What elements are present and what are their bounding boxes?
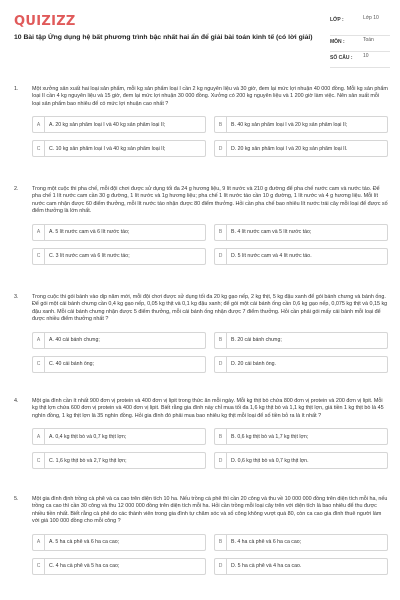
option-text: D. 0,6 kg thịt bò và 0,7 kg thịt lợn. <box>231 457 309 464</box>
meta-row-subject <box>330 36 390 52</box>
question-3 <box>14 294 388 398</box>
option-text: D. 20 kg sản phẩm loại I và 20 kg sản phẩm loại II. <box>231 145 348 152</box>
option-text: C. 10 kg sản phẩm loại I và 40 kg sản phẩm loại II; <box>49 145 166 152</box>
question-number: 3. <box>14 294 19 300</box>
answer-option-b[interactable] <box>214 224 388 241</box>
question-text: Trong một cuộc thi pha chế, mỗi đội chơi được sử dụng tối đa 24 g hương liệu, 9 lít nước và 210 g đường để pha chế nước cam và nước táo. Để pha chế 1 lít nước cam cần 30 g đường, 1 lít nước và 1g hương liệu; pha chế 1 lít nước táo cần 10 g đường, 1 lít nước và 4 g hương liệu. Mỗi lít nước cam nhận được 60 điểm thưởng, mỗi lít nước táo nhận được 80 điểm thưởng. Hỏi cần pha chế bao nhiêu lít nước trái cây mỗi loại để được số điểm thưởng là lớn nhất. <box>32 186 388 215</box>
answer-options <box>32 428 388 469</box>
question-number: 4. <box>14 398 19 404</box>
meta-value: Toán <box>363 37 374 43</box>
option-text: B. 4 ha cà phê và 6 ha ca cao; <box>231 539 302 546</box>
option-letter: D <box>215 249 227 264</box>
option-text: A. 0,4 kg thịt bò và 0,7 kg thịt lợn; <box>49 433 127 440</box>
answer-option-a[interactable] <box>32 332 206 349</box>
answer-option-a[interactable] <box>32 428 206 445</box>
option-letter: B <box>215 117 227 132</box>
option-letter: C <box>33 357 45 372</box>
question-number: 1. <box>14 86 19 92</box>
quizizz-logo: QUIZIZZ <box>14 14 76 29</box>
option-letter: C <box>33 249 45 264</box>
option-letter: B <box>215 225 227 240</box>
answer-option-a[interactable] <box>32 224 206 241</box>
answer-option-b[interactable] <box>214 332 388 349</box>
answer-options <box>32 534 388 575</box>
option-text: D. 20 cái bánh ống. <box>231 361 276 368</box>
option-letter: B <box>215 535 227 550</box>
answer-options <box>32 224 388 265</box>
answer-option-c[interactable] <box>32 452 206 469</box>
option-text: D. 5 lít nước cam và 4 lít nước táo. <box>231 253 312 260</box>
question-2 <box>14 186 388 294</box>
answer-option-a[interactable] <box>32 116 206 133</box>
answer-option-d[interactable] <box>214 356 388 373</box>
meta-label: LỚP : <box>330 17 344 23</box>
answer-option-c[interactable] <box>32 140 206 157</box>
question-text: Trong cuộc thi gói bánh vào dịp năm mới, mỗi đội chơi được sử dụng tối đa 20 kg gạo nếp, 2 kg thịt, 5 kg đậu xanh để gói bánh chưng và bánh ống. Để gói một cái bánh chưng cần 0,4 kg gạo nếp, 0,05 kg thịt và 0,1 kg đậu xanh; để gói một cái bánh ống cần 0,6 kg gạo nếp, 0,075 kg thịt và 0,15 kg đậu xanh. Mỗi cái bánh chưng nhận được 5 điểm thưởng, mỗi cái bánh ống nhận được 7 điểm thưởng. Hỏi cần phải gói mấy cái bánh mỗi loại để được nhiều điểm thưởng nhất ? <box>32 294 388 323</box>
question-5 <box>14 496 388 575</box>
question-list <box>14 86 388 575</box>
option-letter: D <box>215 559 227 574</box>
option-letter: D <box>215 141 227 156</box>
meta-row-class <box>330 14 390 36</box>
option-text: B. 20 cái bánh chưng; <box>231 337 282 344</box>
answer-option-b[interactable] <box>214 534 388 551</box>
option-letter: C <box>33 453 45 468</box>
meta-label: MÔN : <box>330 39 345 45</box>
answer-option-c[interactable] <box>32 248 206 265</box>
option-letter: A <box>33 429 45 444</box>
option-text: A. 5 ha cà phê và 6 ha ca cao; <box>49 539 120 546</box>
answer-option-d[interactable] <box>214 558 388 575</box>
option-letter: B <box>215 429 227 444</box>
question-text: Một gia đình cần ít nhất 900 đơn vị protein và 400 đơn vị lipit trong thức ăn mỗi ngày. Mỗi kg thịt bò chứa 800 đơn vị protein và 200 đơn vị lipit. Mỗi kg thịt lợn chứa 600 đơn vị protein và 400 đơn vị lipit. Biết rằng gia đình này chỉ mua tối đa 1,6 kg thịt bò và 1,1 kg thịt lợn, giá tiền 1 kg thịt bò là 45 nghìn đồng, 1 kg thịt lợn là 35 nghìn đồng. Hỏi gia đình đó phải mua bao nhiêu kg thịt mỗi loại để số tiền bỏ ra là ít nhất ? <box>32 398 384 419</box>
option-letter: C <box>33 559 45 574</box>
option-text: D. 5 ha cà phê và 4 ha ca cao. <box>231 563 302 570</box>
option-letter: B <box>215 333 227 348</box>
option-text: B. 4 lít nước cam và 5 lít nước táo; <box>231 229 312 236</box>
option-letter: A <box>33 225 45 240</box>
meta-value: 10 <box>363 53 369 59</box>
option-text: C. 3 lít nước cam và 6 lít nước táo; <box>49 253 130 260</box>
option-text: A. 40 cái bánh chưng; <box>49 337 100 344</box>
answer-option-c[interactable] <box>32 558 206 575</box>
question-4 <box>14 398 388 496</box>
option-letter: D <box>215 453 227 468</box>
answer-option-d[interactable] <box>214 140 388 157</box>
answer-option-c[interactable] <box>32 356 206 373</box>
answer-options <box>32 332 388 373</box>
answer-option-b[interactable] <box>214 428 388 445</box>
question-number: 5. <box>14 496 19 502</box>
answer-option-a[interactable] <box>32 534 206 551</box>
answer-option-d[interactable] <box>214 248 388 265</box>
meta-label: SỐ CÂU : <box>330 55 353 61</box>
option-letter: C <box>33 141 45 156</box>
option-letter: A <box>33 333 45 348</box>
question-text: Một gia đình định trồng cà phê và ca cao trên diện tích 10 ha. Nếu trồng cà phê thì cần 20 công và thu về 10 000 000 đồng trên diện tích mỗi ha, nếu trồng ca cao thì cần 30 công và thu 12 000 000 đồng trên diện tích mỗi ha. Hỏi cần trồng mỗi loại cây trên với diện tích là bao nhiêu để thu được nhiều tiền nhất. Biết rằng cà phê do các thành viên trong gia đình tự chăm sóc và số công không vượt quá 80, còn ca cao gia đình thuê người làm với giá 100 000 đồng cho mỗi công ? <box>32 496 388 525</box>
option-letter: A <box>33 535 45 550</box>
question-1 <box>14 86 388 186</box>
option-text: B. 40 kg sản phẩm loại I và 20 kg sản phẩm loại II; <box>231 121 348 128</box>
worksheet-meta <box>330 14 390 68</box>
meta-value: Lớp 10 <box>363 15 379 21</box>
option-text: C. 4 ha cà phê và 5 ha ca cao; <box>49 563 120 570</box>
option-text: A. 5 lít nước cam và 6 lít nước táo; <box>49 229 130 236</box>
option-text: A. 20 kg sản phẩm loại I và 40 kg sản phẩm loại II; <box>49 121 166 128</box>
answer-option-b[interactable] <box>214 116 388 133</box>
option-letter: A <box>33 117 45 132</box>
option-text: C. 1,6 kg thịt bò và 2,7 kg thịt lợn; <box>49 457 127 464</box>
question-text: Một xưởng sản xuất hai loại sản phẩm, mỗi kg sản phẩm loại I cần 2 kg nguyên liệu và 30 giờ, đem lại mức lợi nhuận 40 000 đồng. Mỗi kg sản phẩm loại II cần 4 kg nguyên liệu và 15 giờ, đem lại mức lợi nhuận 30 000 đồng. Xưởng có 200 kg nguyên liệu và 1 200 giờ làm việc. Nên sản xuất mỗi loại sản phẩm bao nhiêu để có mức lợi nhuận cao nhất ? <box>32 86 388 107</box>
option-letter: D <box>215 357 227 372</box>
page-title: 10 Bài tập Ứng dụng hệ bất phương trình bậc nhất hai ẩn để giải bài toán kinh tế (có lời giải) <box>14 34 313 41</box>
option-text: C. 40 cái bánh ống; <box>49 361 94 368</box>
answer-option-d[interactable] <box>214 452 388 469</box>
worksheet-header <box>0 0 400 70</box>
option-text: B. 0,6 kg thịt bò và 1,7 kg thịt lợn; <box>231 433 309 440</box>
question-number: 2. <box>14 186 19 192</box>
meta-row-count <box>330 52 390 68</box>
answer-options <box>32 116 388 157</box>
